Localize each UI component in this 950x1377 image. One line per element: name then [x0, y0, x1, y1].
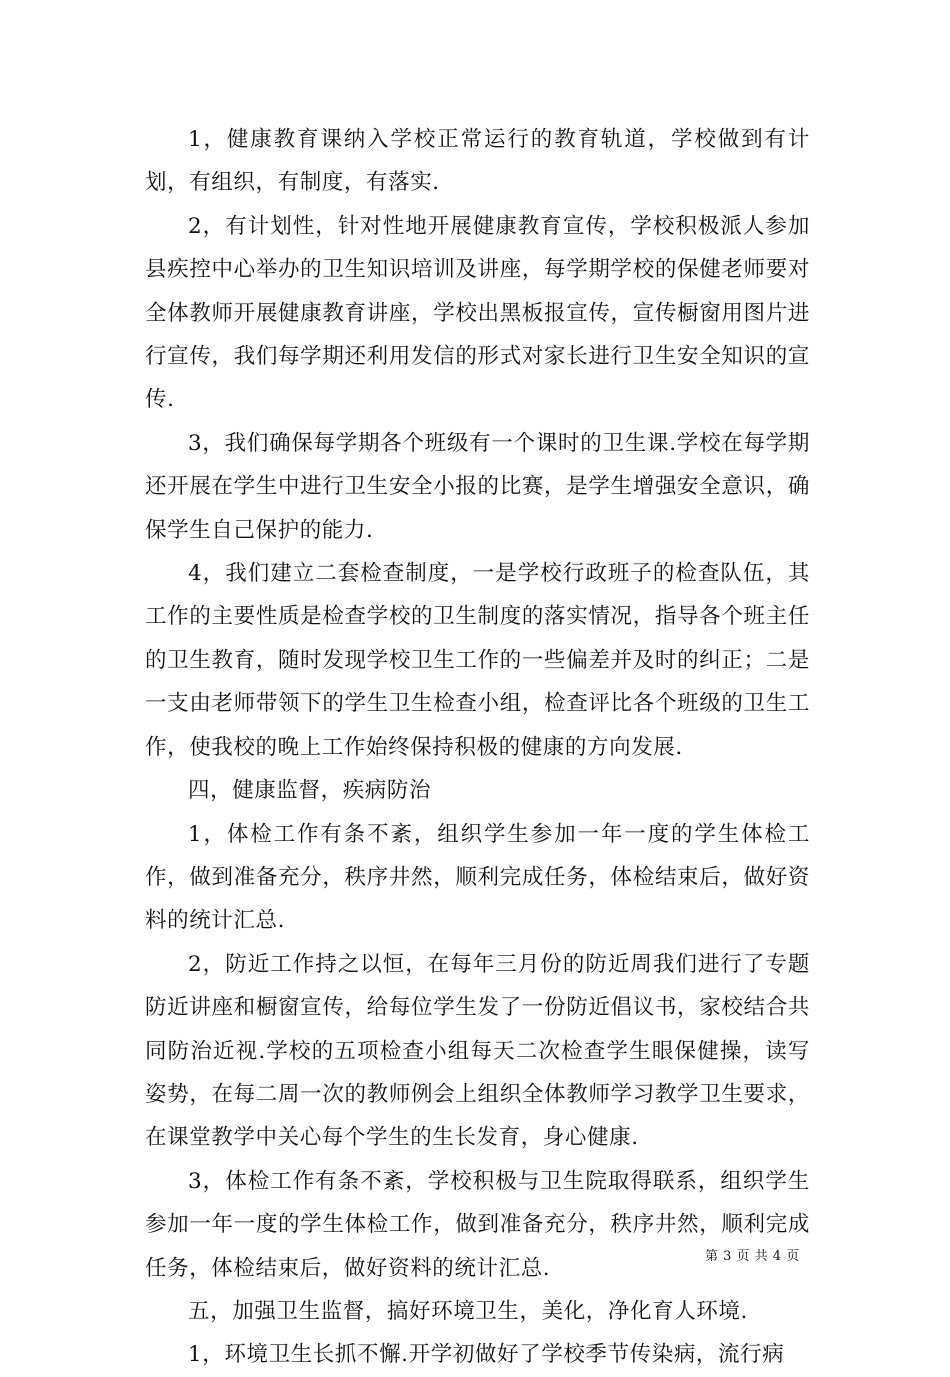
paragraph: 1，体检工作有条不紊，组织学生参加一年一度的学生体检工作，做到准备充分，秩序井然，顺利完成任务，体检结束后，做好资料的统计汇总.	[145, 821, 810, 934]
paragraph: 1，环境卫生长抓不懈.开学初做好了学校季节传染病，流行病	[188, 1342, 785, 1368]
section-heading: 五，加强卫生监督，搞好环境卫生，美化，净化育人环境.	[188, 1298, 748, 1324]
paragraph: 1，健康教育课纳入学校正常运行的教育轨道，学校做到有计划，有组织，有制度，有落实.	[145, 127, 810, 196]
paragraph: 3，我们确保每学期各个班级有一个课时的卫生课.学校在每学期还开展在学生中进行卫生安全小报的比赛，是学生增强安全意识，确保学生自己保护的能力.	[145, 430, 810, 543]
paragraph: 2，有计划性，针对性地开展健康教育宣传，学校积极派人参加县疾控中心举办的卫生知识培训及讲座，每学期学校的保健老师要对全体教师开展健康教育讲座，学校出黑板报宣传，宣传橱窗用图片进行宣传，我们每学期还利用发信的形式对家长进行卫生安全知识的宣传.	[145, 213, 810, 413]
paragraph: 4，我们建立二套检查制度，一是学校行政班子的检查队伍，其工作的主要性质是检查学校的卫生制度的落实情况，指导各个班主任的卫生教育，随时发现学校卫生工作的一些偏差并及时的纠正；二是一支由老师带领下的学生卫生检查小组，检查评比各个班级的卫生工作，使我校的晚上工作始终保持积极的健康的方向发展.	[145, 561, 810, 760]
section-heading: 四，健康监督，疾病防治	[188, 778, 432, 804]
page-number: 第 3 页 共 4 页	[705, 1249, 800, 1264]
document-body	[145, 118, 810, 1377]
paragraph: 2，防近工作持之以恒，在每年三月份的防近周我们进行了专题防近讲座和橱窗宣传，给每位学生发了一份防近倡议书，家校结合共同防治近视.学校的五项检查小组每天二次检查学生眼保健操，读写姿势，在每二周一次的教师例会上组织全体教师学习教学卫生要求，在课堂教学中关心每个学生的生长发育，身心健康.	[145, 951, 810, 1151]
paragraph: 3，体检工作有条不紊，学校积极与卫生院取得联系，组织学生参加一年一度的学生体检工作，做到准备充分，秩序井然，顺利完成任务，体检结束后，做好资料的统计汇总.	[145, 1168, 810, 1281]
